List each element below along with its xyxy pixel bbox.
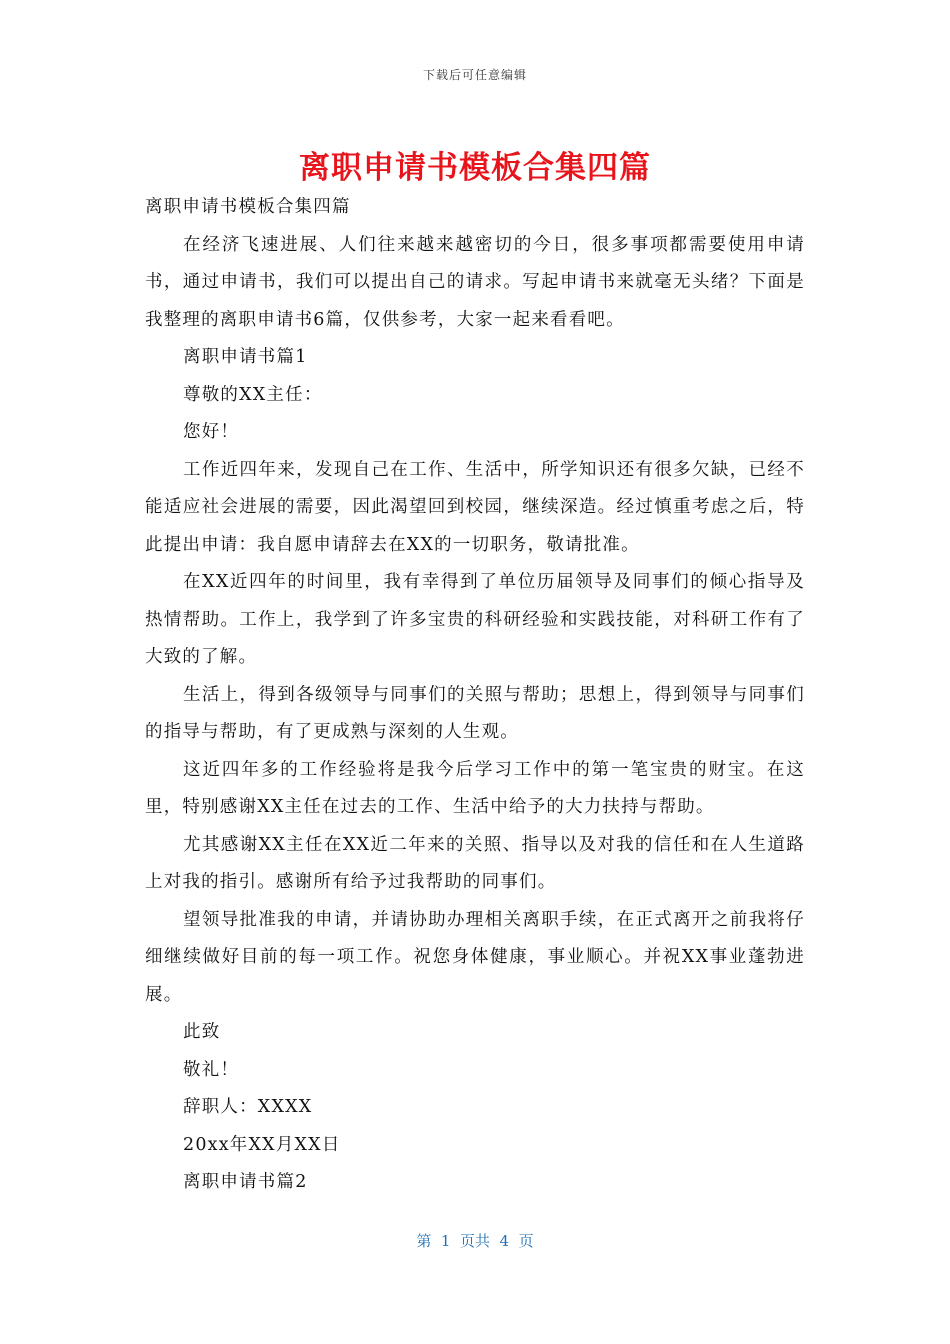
body-paragraph: 工作近四年来，发现自己在工作、生活中，所学知识还有很多欠缺，已经不能适应社会进展的需要，因此渴望回到校园，继续深造。经过慎重考虑之后，特此提出申请：我自愿申请辞去在XX的一切职务，敬请批准。	[145, 459, 805, 555]
intro-paragraph: 在经济飞速进展、人们往来越来越密切的今日，很多事项都需要使用申请书，通过申请书，我们可以提出自己的请求。写起申请书来就毫无头绪？下面是我整理的离职申请书6篇，仅供参考，大家一起来看看吧。	[145, 234, 805, 330]
document-body	[145, 189, 805, 1202]
page-header-note: 下载后可任意编辑	[422, 68, 527, 82]
body-paragraph: 在XX近四年的时间里，我有幸得到了单位历届领导及同事们的倾心指导及热情帮助。工作上，我学到了许多宝贵的科研经验和实践技能，对科研工作有了大致的了解。	[145, 572, 805, 667]
salutation: 尊敬的XX主任：	[183, 384, 323, 405]
section-heading-2: 离职申请书篇2	[183, 1172, 308, 1192]
body-paragraph: 这近四年多的工作经验将是我今后学习工作中的第一笔宝贵的财宝。在这里，特别感谢XX主任在过去的工作、生活中给予的大力扶持与帮助。	[145, 759, 805, 817]
closing-regards: 敬礼！	[183, 1059, 240, 1080]
body-paragraph: 生活上，得到各级领导与同事们的关照与帮助；思想上，得到领导与同事们的指导与帮助，有了更成熟与深刻的人生观。	[145, 684, 805, 742]
section-heading-1: 离职申请书篇1	[183, 347, 308, 367]
page-number-footer: 第 1 页共 4 页	[416, 1232, 534, 1250]
signature-line: 辞职人：XXXX	[183, 1097, 313, 1117]
body-paragraph: 尤其感谢XX主任在XX近二年来的关照、指导以及对我的信任和在人生道路上对我的指引。感谢所有给予过我帮助的同事们。	[145, 834, 805, 892]
document-title: 离职申请书模板合集四篇	[299, 150, 651, 186]
body-paragraph: 望领导批准我的申请，并请协助办理相关离职手续，在正式离开之前我将仔细继续做好目前的每一项工作。祝您身体健康，事业顺心。并祝XX事业蓬勃进展。	[145, 909, 805, 1005]
date-line: 20xx年XX月XX日	[183, 1134, 341, 1155]
greeting: 您好！	[183, 422, 240, 442]
subtitle-line: 离职申请书模板合集四篇	[145, 197, 351, 217]
closing-line: 此致	[183, 1022, 221, 1042]
